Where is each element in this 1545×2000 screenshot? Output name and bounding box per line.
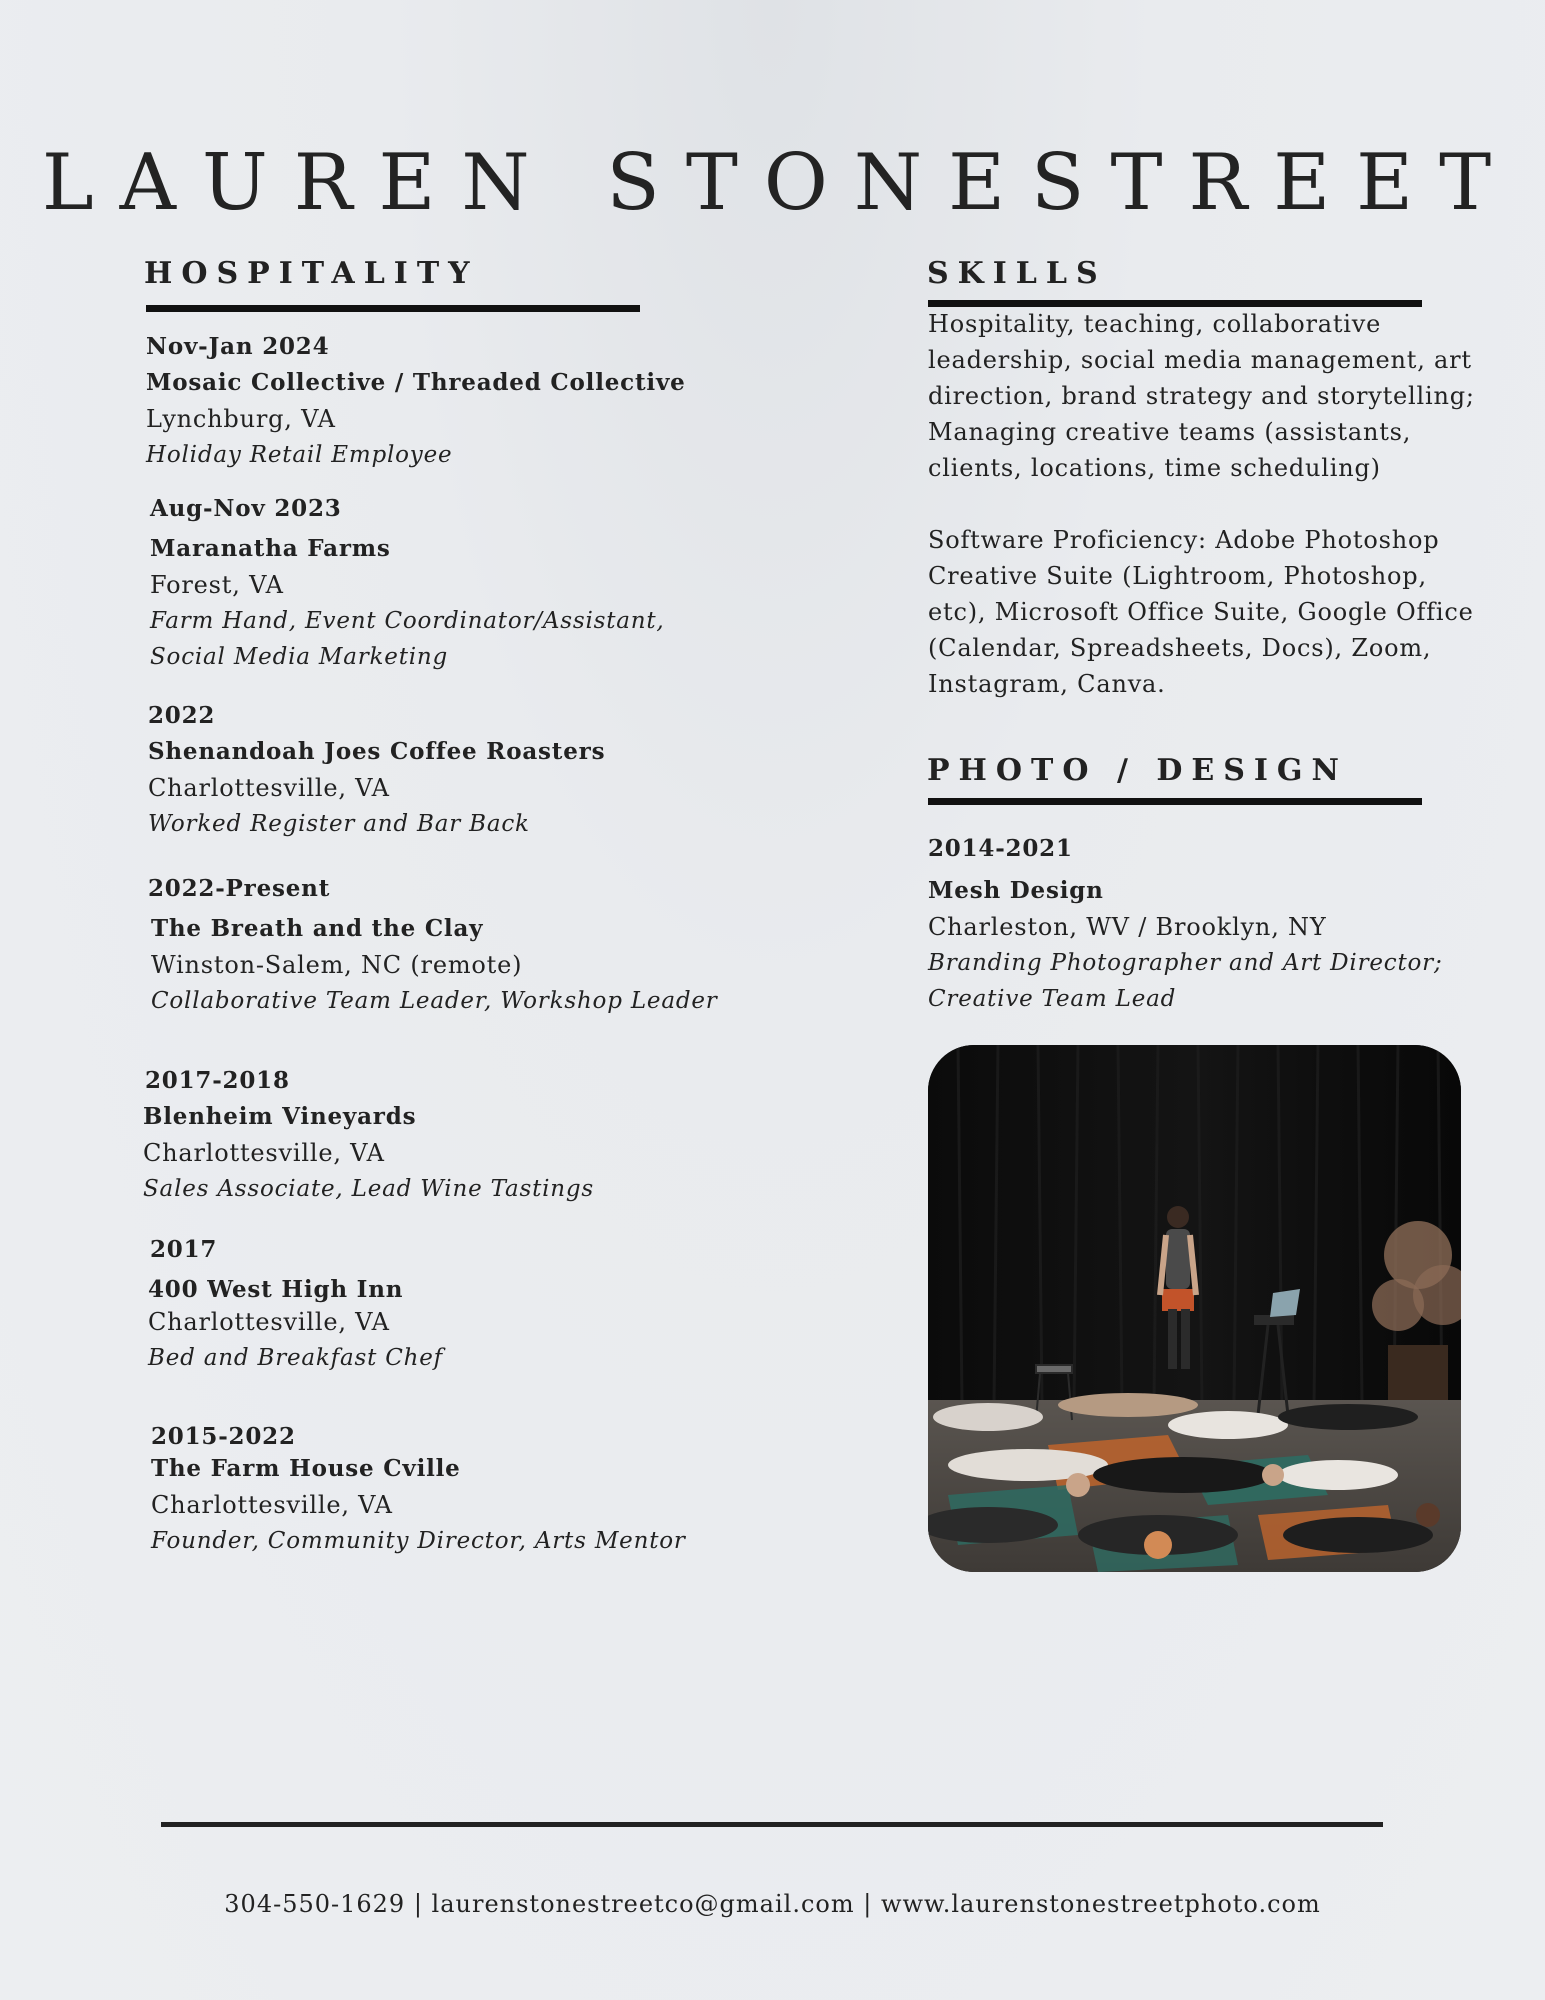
entry-role: Worked Register and Bar Back: [148, 811, 530, 837]
entry-location: Charlottesville, VA: [148, 774, 390, 802]
entry-location: Winston-Salem, NC (remote): [151, 951, 523, 979]
entry-role: Branding Photographer and Art Director;: [928, 950, 1443, 976]
software-line: Instagram, Canva.: [928, 670, 1166, 698]
entry-date: 2022-Present: [148, 875, 331, 902]
entry-location: Charlottesville, VA: [143, 1139, 385, 1167]
skills-line: clients, locations, time scheduling): [928, 454, 1381, 482]
software-line: (Calendar, Spreadsheets, Docs), Zoom,: [928, 634, 1432, 662]
entry-location: Lynchburg, VA: [146, 405, 336, 433]
hospitality-entry: [148, 698, 605, 842]
skills-heading: SKILLS: [927, 256, 1107, 291]
software-line: etc), Microsoft Office Suite, Google Office: [928, 598, 1474, 626]
resume-name: LAUREN STONESTREET: [41, 138, 1518, 228]
skills-line: Hospitality, teaching, collaborative: [928, 310, 1382, 338]
photo-design-heading: PHOTO / DESIGN: [927, 753, 1348, 788]
hospitality-entry: [146, 329, 686, 473]
entry-org: Maranatha Farms: [150, 535, 391, 562]
hospitality-entry: [148, 1232, 443, 1376]
entry-date: Nov-Jan 2024: [146, 333, 330, 360]
entry-org: Mesh Design: [928, 877, 1104, 904]
entry-org: The Farm House Cville: [151, 1455, 461, 1482]
photo-design-rule: [928, 798, 1422, 805]
entry-role: Collaborative Team Leader, Workshop Leader: [151, 988, 718, 1014]
hospitality-heading: HOSPITALITY: [144, 256, 479, 291]
software-proficiency: [928, 522, 1488, 702]
entry-org: Blenheim Vineyards: [143, 1103, 417, 1130]
entry-role: Sales Associate, Lead Wine Tastings: [143, 1176, 595, 1202]
entry-role: Holiday Retail Employee: [146, 442, 453, 468]
entry-date: 2015-2022: [151, 1423, 296, 1450]
photo-design-entry: [928, 831, 1443, 1017]
workshop-photo: [928, 1045, 1461, 1572]
entry-date: 2022: [148, 702, 216, 729]
hospitality-entry: [150, 491, 665, 675]
skills-line: leadership, social media management, art: [928, 346, 1472, 374]
entry-location: Forest, VA: [150, 571, 284, 599]
entry-org: Mosaic Collective / Threaded Collective: [146, 369, 686, 396]
hospitality-entry: [148, 871, 718, 1019]
hospitality-entry: [151, 1419, 686, 1559]
hospitality-rule: [146, 305, 640, 312]
entry-date: 2014-2021: [928, 835, 1073, 862]
skills-line: direction, brand strategy and storytelling;: [928, 382, 1475, 410]
entry-org: The Breath and the Clay: [151, 915, 484, 942]
software-line: Software Proficiency: Adobe Photoshop: [928, 526, 1440, 554]
entry-role: Farm Hand, Event Coordinator/Assistant,: [150, 608, 665, 634]
entry-role-continued: Creative Team Lead: [928, 986, 1177, 1012]
entry-org: 400 West High Inn: [148, 1276, 404, 1303]
entry-location: Charlottesville, VA: [148, 1308, 390, 1336]
skills-summary: [928, 306, 1488, 486]
skills-line: Managing creative teams (assistants,: [928, 418, 1412, 446]
entry-date: 2017-2018: [145, 1067, 290, 1094]
entry-role-continued: Social Media Marketing: [150, 644, 449, 670]
footer-rule: [161, 1822, 1383, 1827]
software-line: Creative Suite (Lightroom, Photoshop,: [928, 562, 1427, 590]
entry-date: 2017: [150, 1236, 218, 1263]
entry-role: Founder, Community Director, Arts Mentor: [151, 1528, 686, 1554]
entry-role: Bed and Breakfast Chef: [148, 1345, 443, 1371]
entry-org: Shenandoah Joes Coffee Roasters: [148, 738, 606, 765]
entry-date: Aug-Nov 2023: [150, 495, 342, 522]
hospitality-entry: [143, 1063, 594, 1207]
entry-location: Charleston, WV / Brooklyn, NY: [928, 913, 1327, 941]
contact-footer: 304-550-1629 | laurenstonestreetco@gmail.com | www.laurenstonestreetphoto.com: [224, 1890, 1321, 1918]
entry-location: Charlottesville, VA: [151, 1491, 393, 1519]
